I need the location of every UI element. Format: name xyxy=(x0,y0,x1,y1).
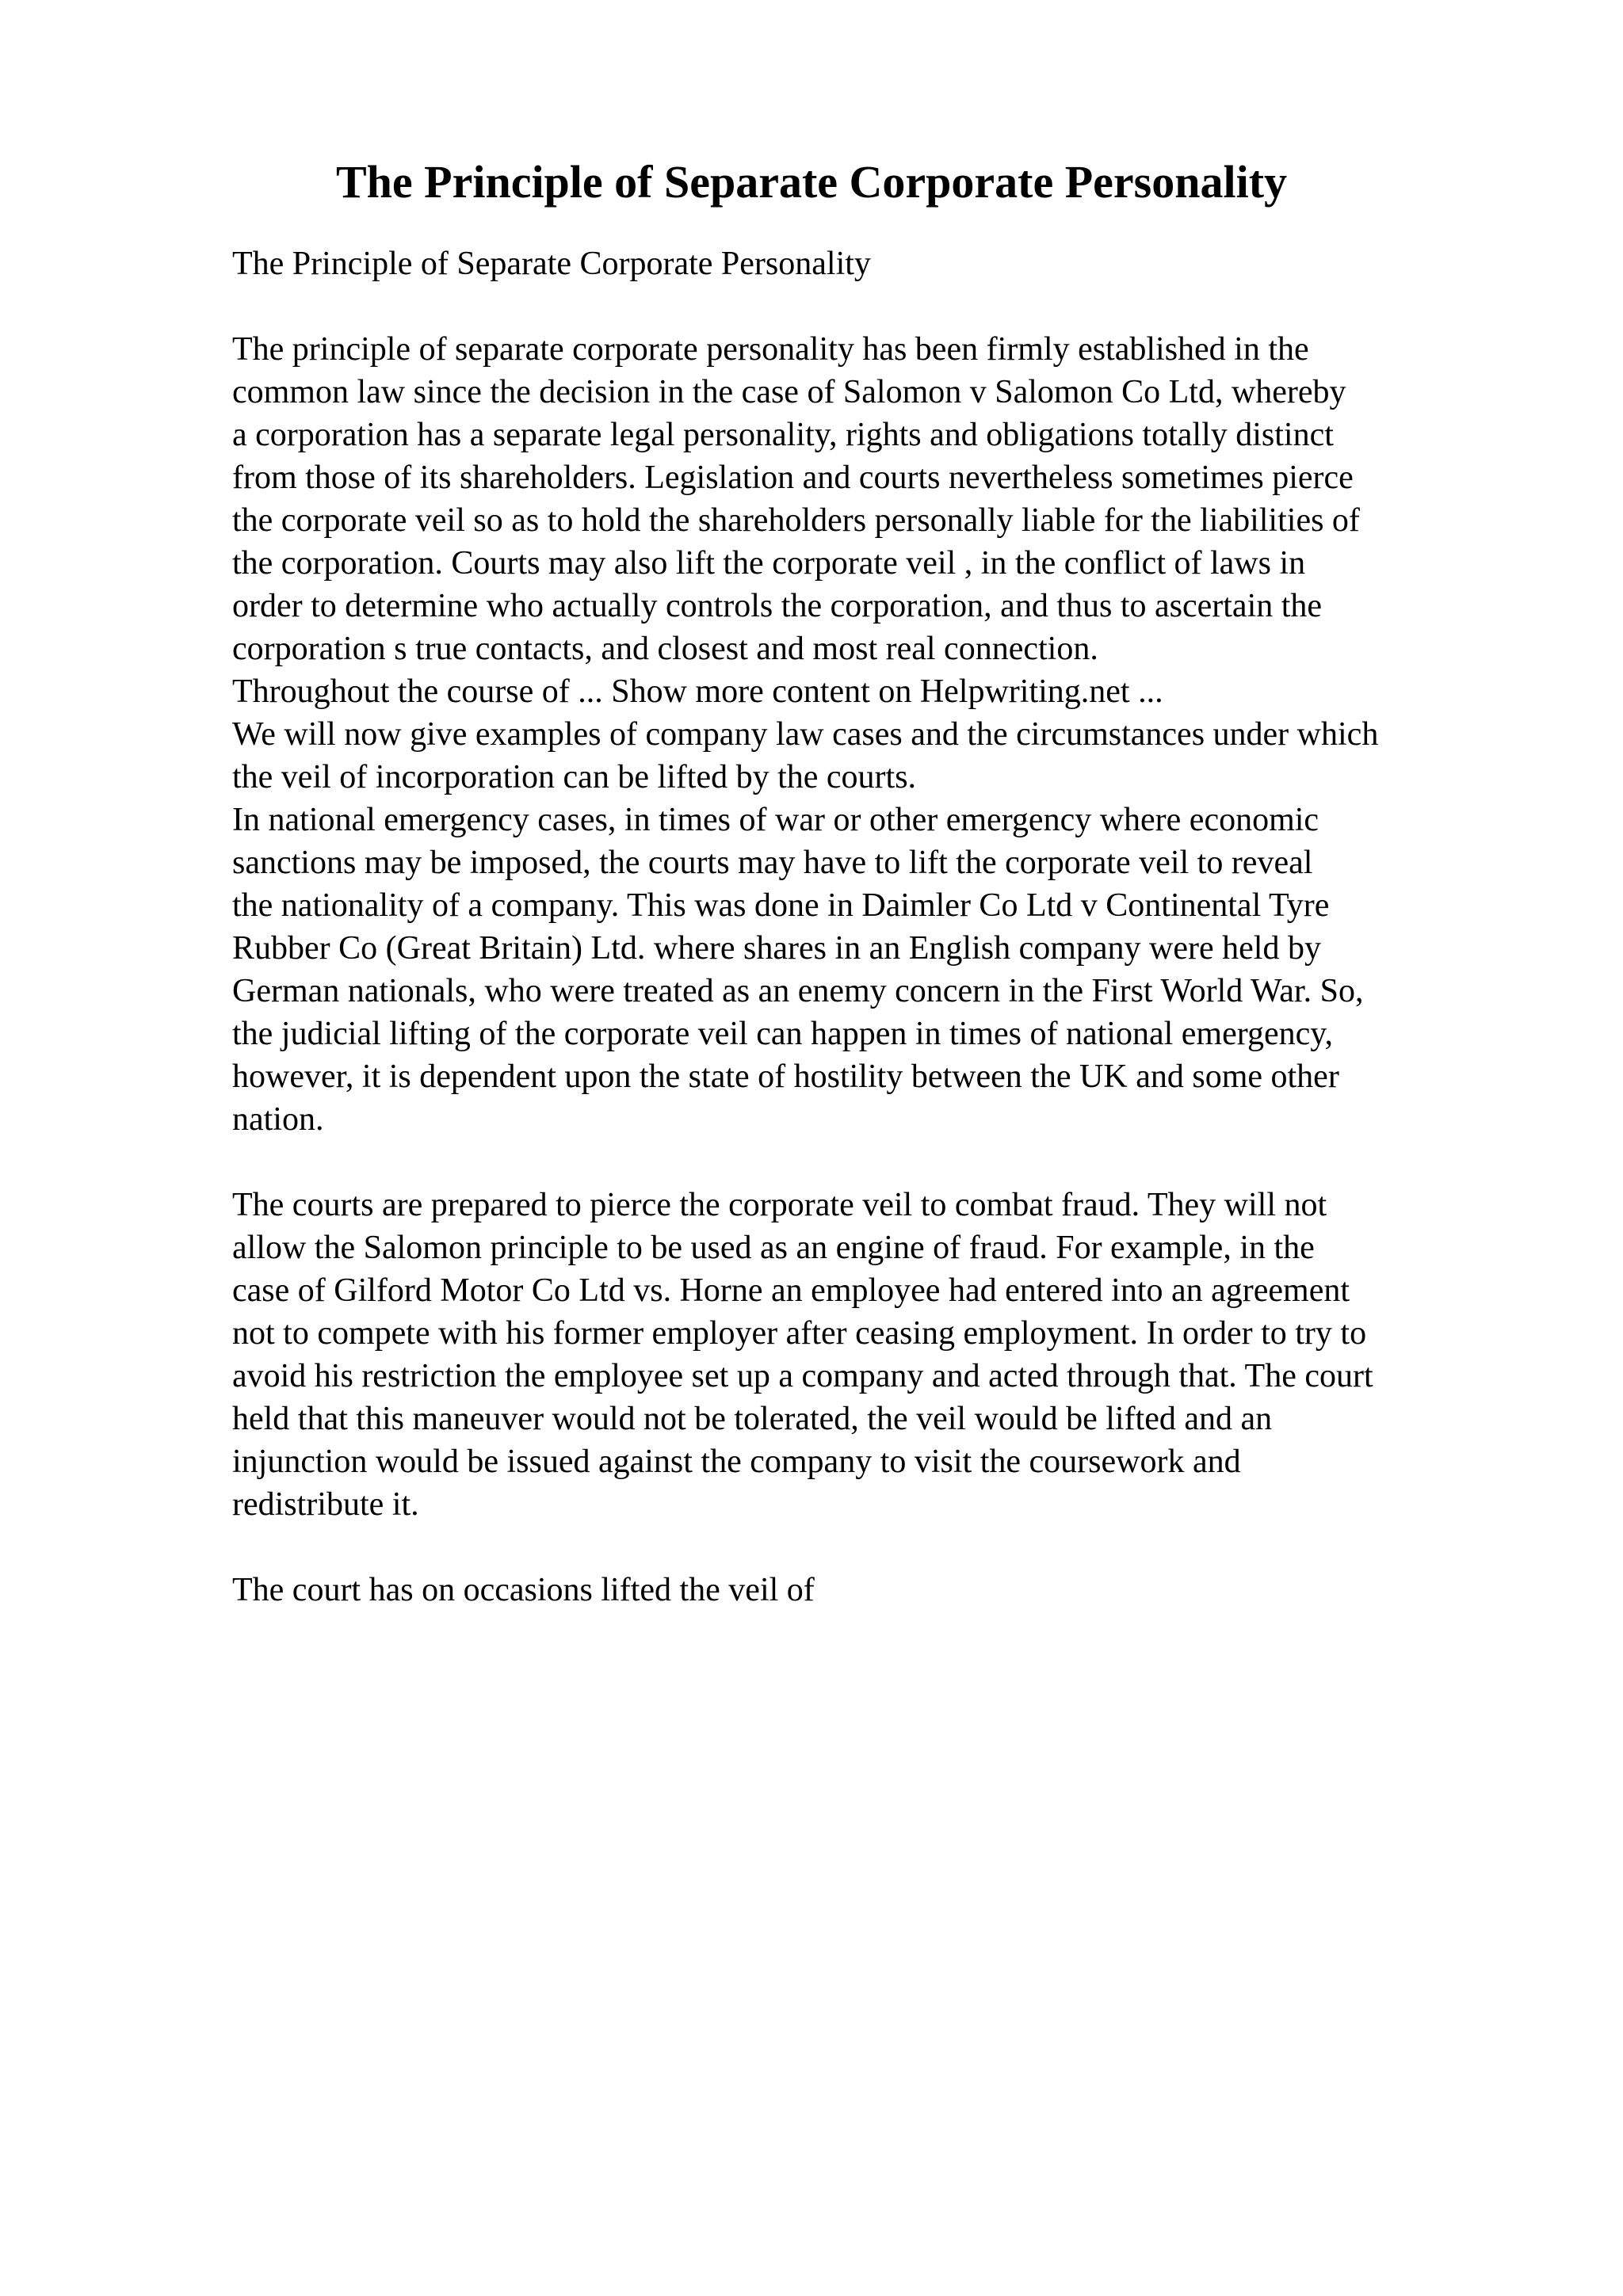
paragraph xyxy=(232,328,1595,670)
paragraph xyxy=(232,242,1595,285)
paragraph-gap xyxy=(232,285,1595,328)
text-line: German nationals, who were treated as an enemy concern in the First World War. So, xyxy=(232,973,1364,1009)
paragraph xyxy=(232,799,1595,1141)
text-line: The principle of separate corporate personality has been firmly established in the xyxy=(232,331,1309,368)
text-line: The courts are prepared to pierce the corporate veil to combat fraud. They will not xyxy=(232,1187,1327,1223)
text-line: order to determine who actually controls the corporation, and thus to ascertain the xyxy=(232,588,1323,624)
paragraph xyxy=(232,670,1595,713)
text-line: case of Gilford Motor Co Ltd vs. Horne an employee had entered into an agreement xyxy=(232,1272,1350,1309)
text-line: avoid his restriction the employee set up a company and acted through that. The court xyxy=(232,1358,1373,1394)
text-line: however, it is dependent upon the state of hostility between the UK and some other xyxy=(232,1058,1339,1095)
paragraph xyxy=(232,1569,1595,1611)
text-line: held that this maneuver would not be tolerated, the veil would be lifted and an xyxy=(232,1401,1273,1437)
text-line: from those of its shareholders. Legislation and courts nevertheless sometimes pierce xyxy=(232,460,1354,496)
text-line: Throughout the course of ... Show more content on Helpwriting.net ... xyxy=(232,673,1163,710)
text-line: redistribute it. xyxy=(232,1486,419,1523)
document-body xyxy=(232,242,1595,1611)
document-title: The Principle of Separate Corporate Personality xyxy=(335,156,1288,208)
text-line: The Principle of Separate Corporate Personality xyxy=(232,246,871,282)
text-line: the corporation. Courts may also lift the corporate veil , in the conflict of laws in xyxy=(232,545,1306,582)
text-line: In national emergency cases, in times of war or other emergency where economic xyxy=(232,802,1319,838)
paragraph xyxy=(232,713,1595,799)
text-line: the nationality of a company. This was done in Daimler Co Ltd v Continental Tyre xyxy=(232,887,1330,924)
text-line: the corporate veil so as to hold the shareholders personally liable for the liabilities of xyxy=(232,502,1360,539)
text-line: We will now give examples of company law cases and the circumstances under which xyxy=(232,716,1379,753)
text-line: a corporation has a separate legal personality, rights and obligations totally distinct xyxy=(232,417,1334,453)
text-line: Rubber Co (Great Britain) Ltd. where shares in an English company were held by xyxy=(232,930,1321,967)
paragraph-gap xyxy=(232,1141,1595,1184)
text-line: sanctions may be imposed, the courts may have to lift the corporate veil to reveal xyxy=(232,845,1313,881)
text-line: injunction would be issued against the company to visit the coursework and xyxy=(232,1444,1241,1480)
text-line: not to compete with his former employer after ceasing employment. In order to try to xyxy=(232,1315,1367,1352)
text-line: corporation s true contacts, and closest and most real connection. xyxy=(232,631,1098,667)
text-line: nation. xyxy=(232,1101,324,1138)
text-line: common law since the decision in the case of Salomon v Salomon Co Ltd, whereby xyxy=(232,374,1346,410)
text-line: The court has on occasions lifted the veil of xyxy=(232,1572,815,1608)
text-line: the judicial lifting of the corporate veil can happen in times of national emergency, xyxy=(232,1016,1334,1052)
text-line: allow the Salomon principle to be used as an engine of fraud. For example, in the xyxy=(232,1230,1315,1266)
paragraph-gap xyxy=(232,1526,1595,1569)
text-line: the veil of incorporation can be lifted by the courts. xyxy=(232,759,917,795)
paragraph xyxy=(232,1184,1595,1526)
